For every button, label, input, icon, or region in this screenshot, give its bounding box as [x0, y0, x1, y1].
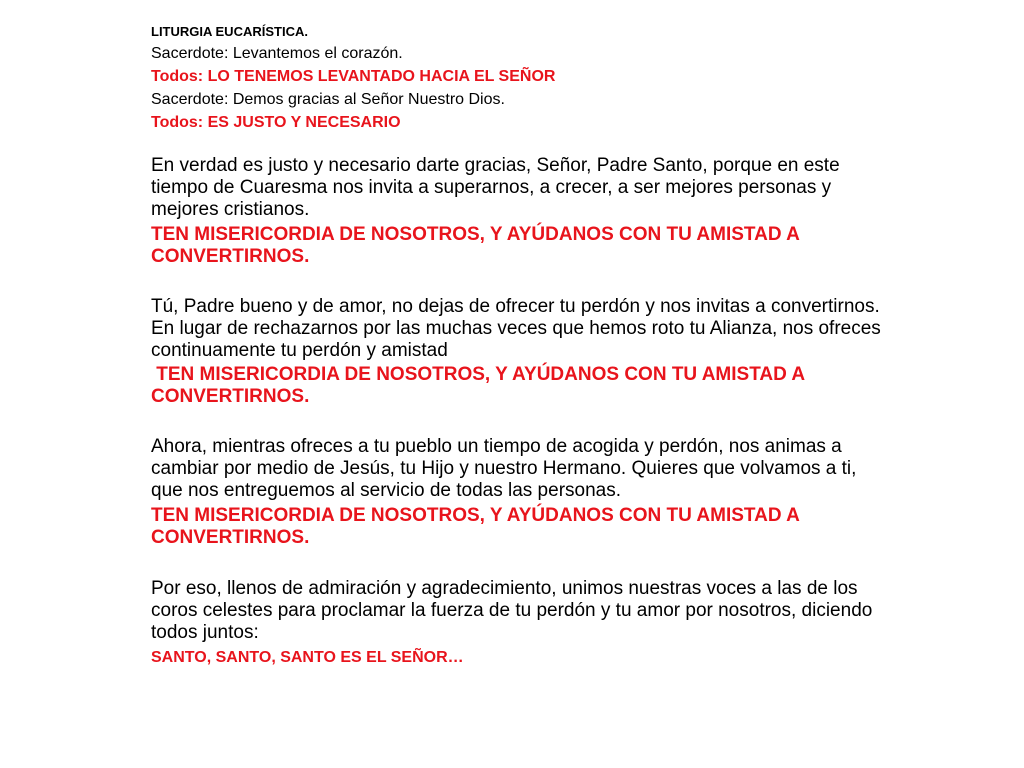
priest-line-2: Sacerdote: Demos gracias al Señor Nuestro Dios. [151, 91, 505, 108]
prayer-paragraph-3: Ahora, mientras ofreces a tu pueblo un tiempo de acogida y perdón, nos animas a cambiar por medio de Jesús, tu Hijo y nuestro Hermano. Quieres que volvamos a ti, que nos entreguemos al servicio de todas las personas. [151, 436, 857, 501]
priest-line-1: Sacerdote: Levantemos el corazón. [151, 45, 403, 62]
prayer-response-2: TEN MISERICORDIA DE NOSOTROS, Y AYÚDANOS CON TU AMISTAD A CONVERTIRNOS. [151, 364, 810, 407]
liturgy-slide [151, 22, 891, 669]
prayer-response-1: TEN MISERICORDIA DE NOSOTROS, Y AYÚDANOS CON TU AMISTAD A CONVERTIRNOS. [151, 224, 800, 267]
prayer-paragraph-2: Tú, Padre bueno y de amor, no dejas de ofrecer tu perdón y nos invitas a convertirnos. En lugar de rechazarnos por las muchas veces que hemos roto tu Alianza, nos ofreces continuamente tu perdón y amistad [151, 296, 881, 361]
prayer-paragraph-4: Por eso, llenos de admiración y agradecimiento, unimos nuestras voces a las de los coros celestes para proclamar la fuerza de tu perdón y tu amor por nosotros, diciendo todos juntos: [151, 578, 873, 643]
people-response-2: Todos: ES JUSTO Y NECESARIO [151, 114, 401, 131]
prayer-response-3: TEN MISERICORDIA DE NOSOTROS, Y AYÚDANOS CON TU AMISTAD A CONVERTIRNOS. [151, 505, 800, 548]
sanctus-response: SANTO, SANTO, SANTO ES EL SEÑOR… [151, 649, 464, 666]
section-title: LITURGIA EUCARÍSTICA. [151, 24, 308, 39]
prayer-paragraph-1: En verdad es justo y necesario darte gracias, Señor, Padre Santo, porque en este tiempo de Cuaresma nos invita a superarnos, a crecer, a ser mejores personas y mejores cristianos. [151, 155, 840, 220]
people-response-1: Todos: LO TENEMOS LEVANTADO HACIA EL SEÑOR [151, 68, 556, 85]
